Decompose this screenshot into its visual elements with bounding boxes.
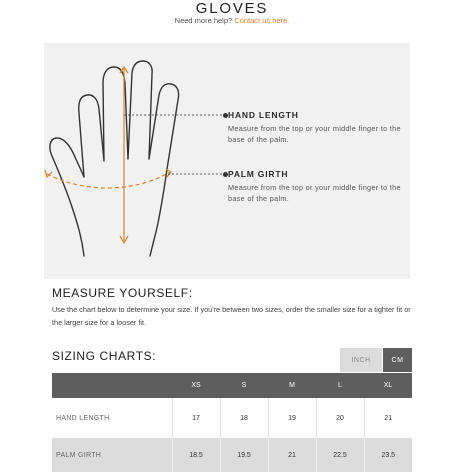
palm-girth-title: PALM GIRTH bbox=[228, 169, 289, 179]
size-header-m: M bbox=[268, 373, 316, 398]
table-cell: 18 bbox=[220, 398, 268, 438]
row-label-palm-girth: PALM GIRTH bbox=[52, 438, 172, 472]
palm-girth-description: Measure from the top or your middle finger to the base of the palm. bbox=[228, 183, 401, 203]
table-row bbox=[52, 438, 412, 472]
page-title: GLOVES bbox=[195, 0, 269, 17]
help-text: Need more help? bbox=[174, 16, 233, 25]
hand-diagram bbox=[44, 43, 410, 279]
contact-link[interactable]: Contact us here. bbox=[234, 16, 290, 25]
help-line bbox=[0, 16, 464, 25]
table-cell: 18.5 bbox=[172, 438, 220, 472]
table-cell: 22.5 bbox=[316, 438, 364, 472]
palm-girth-arrow-left-icon bbox=[45, 170, 52, 177]
table-header-row bbox=[52, 373, 412, 398]
hand-diagram-panel bbox=[44, 43, 410, 279]
table-cell: 17 bbox=[172, 398, 220, 438]
hand-outline-icon bbox=[50, 61, 179, 256]
table-cell: 21 bbox=[364, 398, 412, 438]
size-header-xl: XL bbox=[364, 373, 412, 398]
size-header-l: L bbox=[316, 373, 364, 398]
table-row bbox=[52, 398, 412, 438]
hand-length-description: Measure from the top or your middle finger to the base of the palm. bbox=[228, 124, 401, 144]
measure-instructions: Use the chart below to determine your size. If you're between two sizes, order the smaller size for a tighter fit or the larger size for a looser fit. bbox=[52, 305, 411, 327]
palm-girth-line bbox=[47, 172, 170, 188]
sizing-heading: SIZING CHARTS: bbox=[52, 349, 157, 363]
unit-toggle-cm[interactable]: CM bbox=[383, 348, 412, 372]
sizing-table bbox=[52, 373, 412, 472]
unit-toggle-inch[interactable]: INCH bbox=[340, 348, 382, 372]
table-cell: 23.5 bbox=[364, 438, 412, 472]
table-cell: 21 bbox=[268, 438, 316, 472]
hand-length-title: HAND LENGTH bbox=[228, 110, 299, 120]
table-cell: 19 bbox=[268, 398, 316, 438]
size-header-s: S bbox=[220, 373, 268, 398]
table-header-corner bbox=[52, 373, 172, 398]
size-header-xs: XS bbox=[172, 373, 220, 398]
measure-heading: MEASURE YOURSELF: bbox=[52, 286, 193, 300]
row-label-hand-length: HAND LENGTH bbox=[52, 398, 172, 438]
table-cell: 20 bbox=[316, 398, 364, 438]
table-cell: 19.5 bbox=[220, 438, 268, 472]
